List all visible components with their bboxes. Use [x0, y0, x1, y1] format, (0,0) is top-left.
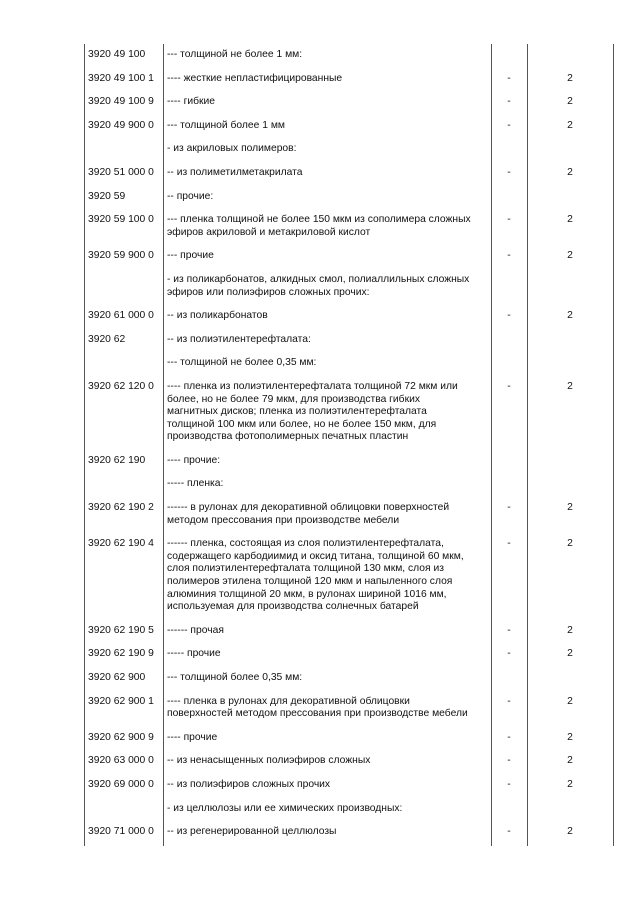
tnved-code — [84, 357, 163, 370]
table-row — [84, 44, 614, 68]
unit-cell — [491, 478, 527, 491]
description: - из акриловых полимеров: — [167, 143, 297, 155]
duty-rate — [527, 478, 613, 491]
tnved-code: 3920 71 000 0 — [88, 826, 154, 838]
table-row — [84, 352, 614, 376]
tnved-code: 3920 59 100 0 — [88, 214, 154, 226]
tnved-code: 3920 49 900 0 — [88, 119, 154, 131]
description: ---- прочие — [167, 731, 218, 743]
description: -- из полиметилметакрилата — [167, 166, 303, 178]
description: -- из ненасыщенных полиэфиров сложных — [167, 755, 371, 767]
table-row — [84, 68, 614, 92]
description: -- из регенерированной целлюлозы — [167, 826, 337, 838]
description: --- толщиной не более 1 мм: — [167, 49, 303, 60]
unit-cell: - — [507, 310, 511, 322]
table-row — [84, 91, 614, 115]
description: ---- пленка в рулонах для декоративной облицовки поверхностей методом прессования при производстве мебели — [167, 695, 468, 720]
table-row — [84, 821, 614, 845]
tnved-code: 3920 51 000 0 — [88, 166, 154, 178]
unit-cell — [491, 191, 527, 204]
unit-cell: - — [507, 250, 511, 262]
duty-rate — [527, 672, 613, 685]
tnved-code: 3920 49 100 1 — [88, 72, 154, 84]
tnved-code — [84, 803, 163, 816]
duty-rate: 2 — [567, 96, 573, 108]
tnved-code: 3920 69 000 0 — [88, 778, 154, 790]
unit-cell — [491, 274, 527, 299]
description: ------ пленка, состоящая из слоя полиэтилентерефталата, содержащего карбодиимид и оксид титана, толщиной 60 мкм, слоя полиэтилентерефталата толщиной 130 мкм, слоя из полимеров этилена толщиной 120 мкм и напыленного слоя алюминия толщиной 20 мкм, в рулонах шириной 1016 мм, используемая для производства солнечных батарей — [167, 538, 464, 613]
description: ---- пленка из полиэтилентерефталата толщиной 72 мкм или более, но не более 79 мкм, для производства гибких магнитных дисков; пленка из полиэтилентерефталата толщиной 100 мкм или более, но не более 150 мкм, для производства фотополимерных печатных пластин — [167, 380, 458, 443]
description: ---- прочие: — [167, 454, 221, 466]
tnved-code: 3920 61 000 0 — [88, 310, 154, 322]
table-row — [84, 162, 614, 186]
duty-rate: 2 — [567, 250, 573, 262]
tariff-table — [84, 44, 614, 845]
description: ------ в рулонах для декоративной облицовки поверхностей методом прессования при производстве мебели — [167, 502, 450, 526]
description: -- из полиэтилентерефталата: — [167, 333, 311, 345]
table-row — [84, 376, 614, 450]
unit-cell: - — [507, 119, 511, 131]
duty-rate: 2 — [567, 624, 573, 636]
tnved-code: 3920 49 100 — [88, 49, 146, 60]
unit-cell: - — [507, 826, 511, 838]
table-row — [84, 209, 614, 245]
duty-rate — [527, 357, 613, 370]
tnved-code: 3920 62 900 9 — [88, 731, 154, 743]
unit-cell: - — [507, 502, 511, 514]
tnved-code: 3920 62 190 4 — [88, 538, 154, 550]
description: ------ прочая — [167, 624, 224, 636]
tnved-code: 3920 62 190 9 — [88, 648, 154, 660]
description: ----- пленка: — [167, 478, 224, 490]
unit-cell: - — [507, 166, 511, 178]
tnved-code: 3920 62 900 — [88, 672, 146, 683]
tnved-code — [84, 143, 163, 156]
table-row — [84, 138, 614, 162]
table-row — [84, 620, 614, 644]
description: --- прочие — [167, 250, 214, 262]
table-row — [84, 245, 614, 269]
unit-cell: - — [507, 731, 511, 743]
description: - из целлюлозы или ее химических производных: — [167, 802, 403, 814]
duty-rate: 2 — [567, 502, 573, 514]
tnved-code: 3920 49 100 9 — [88, 96, 154, 108]
duty-rate: 2 — [567, 214, 573, 226]
duty-rate — [527, 191, 613, 204]
description: --- толщиной не более 0,35 мм: — [167, 357, 317, 369]
description: ---- гибкие — [167, 96, 215, 108]
unit-cell — [491, 49, 527, 62]
table-row — [84, 727, 614, 751]
description: --- толщиной более 1 мм — [167, 119, 285, 131]
table-row — [84, 305, 614, 329]
table-row — [84, 691, 614, 727]
table-row — [84, 473, 614, 497]
table-row — [84, 186, 614, 210]
tnved-code: 3920 59 — [88, 190, 126, 202]
duty-rate — [527, 143, 613, 156]
description: - из поликарбонатов, алкидных смол, полиаллильных сложных эфиров или полиэфиров сложных прочих: — [167, 273, 470, 298]
unit-cell: - — [507, 96, 511, 108]
tnved-code: 3920 62 120 0 — [88, 380, 154, 392]
tnved-code: 3920 63 000 0 — [88, 755, 154, 767]
description: ----- прочие — [167, 648, 221, 660]
unit-cell — [491, 143, 527, 156]
table-row — [84, 115, 614, 139]
duty-rate — [527, 803, 613, 816]
description: ---- жесткие непластифицированные — [167, 72, 343, 84]
table-row — [84, 450, 614, 474]
duty-rate: 2 — [567, 380, 573, 392]
table-row — [84, 643, 614, 667]
unit-cell: - — [507, 380, 511, 392]
table-row — [84, 774, 614, 798]
duty-rate: 2 — [567, 72, 573, 84]
tnved-code: 3920 62 190 2 — [88, 502, 154, 514]
duty-rate: 2 — [567, 166, 573, 178]
duty-rate: 2 — [567, 731, 573, 743]
duty-rate — [527, 274, 613, 299]
description: --- пленка толщиной не более 150 мкм из сополимера сложных эфиров акриловой и метакриловой кислот — [167, 214, 471, 238]
duty-rate: 2 — [567, 648, 573, 660]
duty-rate: 2 — [567, 778, 573, 790]
table-row — [84, 533, 614, 620]
duty-rate: 2 — [567, 119, 573, 131]
duty-rate: 2 — [567, 310, 573, 322]
description: --- толщиной более 0,35 мм: — [167, 672, 303, 683]
table-row — [84, 329, 614, 353]
tnved-code: 3920 59 900 0 — [88, 250, 154, 262]
unit-cell: - — [507, 214, 511, 226]
unit-cell: - — [507, 648, 511, 660]
table-row — [84, 750, 614, 774]
tnved-code — [84, 478, 163, 491]
unit-cell: - — [507, 778, 511, 790]
unit-cell: - — [507, 695, 511, 707]
description: -- из полиэфиров сложных прочих — [167, 778, 331, 790]
table-row — [84, 798, 614, 822]
unit-cell: - — [507, 72, 511, 84]
description: -- из поликарбонатов — [167, 310, 268, 322]
duty-rate — [527, 49, 613, 62]
tnved-code: 3920 62 — [88, 333, 126, 345]
unit-cell: - — [507, 755, 511, 767]
duty-rate: 2 — [567, 538, 573, 550]
duty-rate: 2 — [567, 755, 573, 767]
tnved-code — [84, 274, 163, 299]
unit-cell — [491, 455, 527, 468]
duty-rate — [527, 455, 613, 468]
unit-cell — [491, 672, 527, 685]
duty-rate: 2 — [567, 826, 573, 838]
duty-rate: 2 — [567, 695, 573, 707]
table-row — [84, 497, 614, 533]
tnved-code: 3920 62 190 5 — [88, 624, 154, 636]
tnved-code: 3920 62 190 — [88, 454, 146, 466]
tnved-code: 3920 62 900 1 — [88, 695, 154, 707]
unit-cell — [491, 334, 527, 347]
unit-cell: - — [507, 538, 511, 550]
description: -- прочие: — [167, 190, 214, 202]
unit-cell — [491, 357, 527, 370]
table-row — [84, 269, 614, 305]
unit-cell — [491, 803, 527, 816]
table-row — [84, 667, 614, 691]
unit-cell: - — [507, 624, 511, 636]
duty-rate — [527, 334, 613, 347]
